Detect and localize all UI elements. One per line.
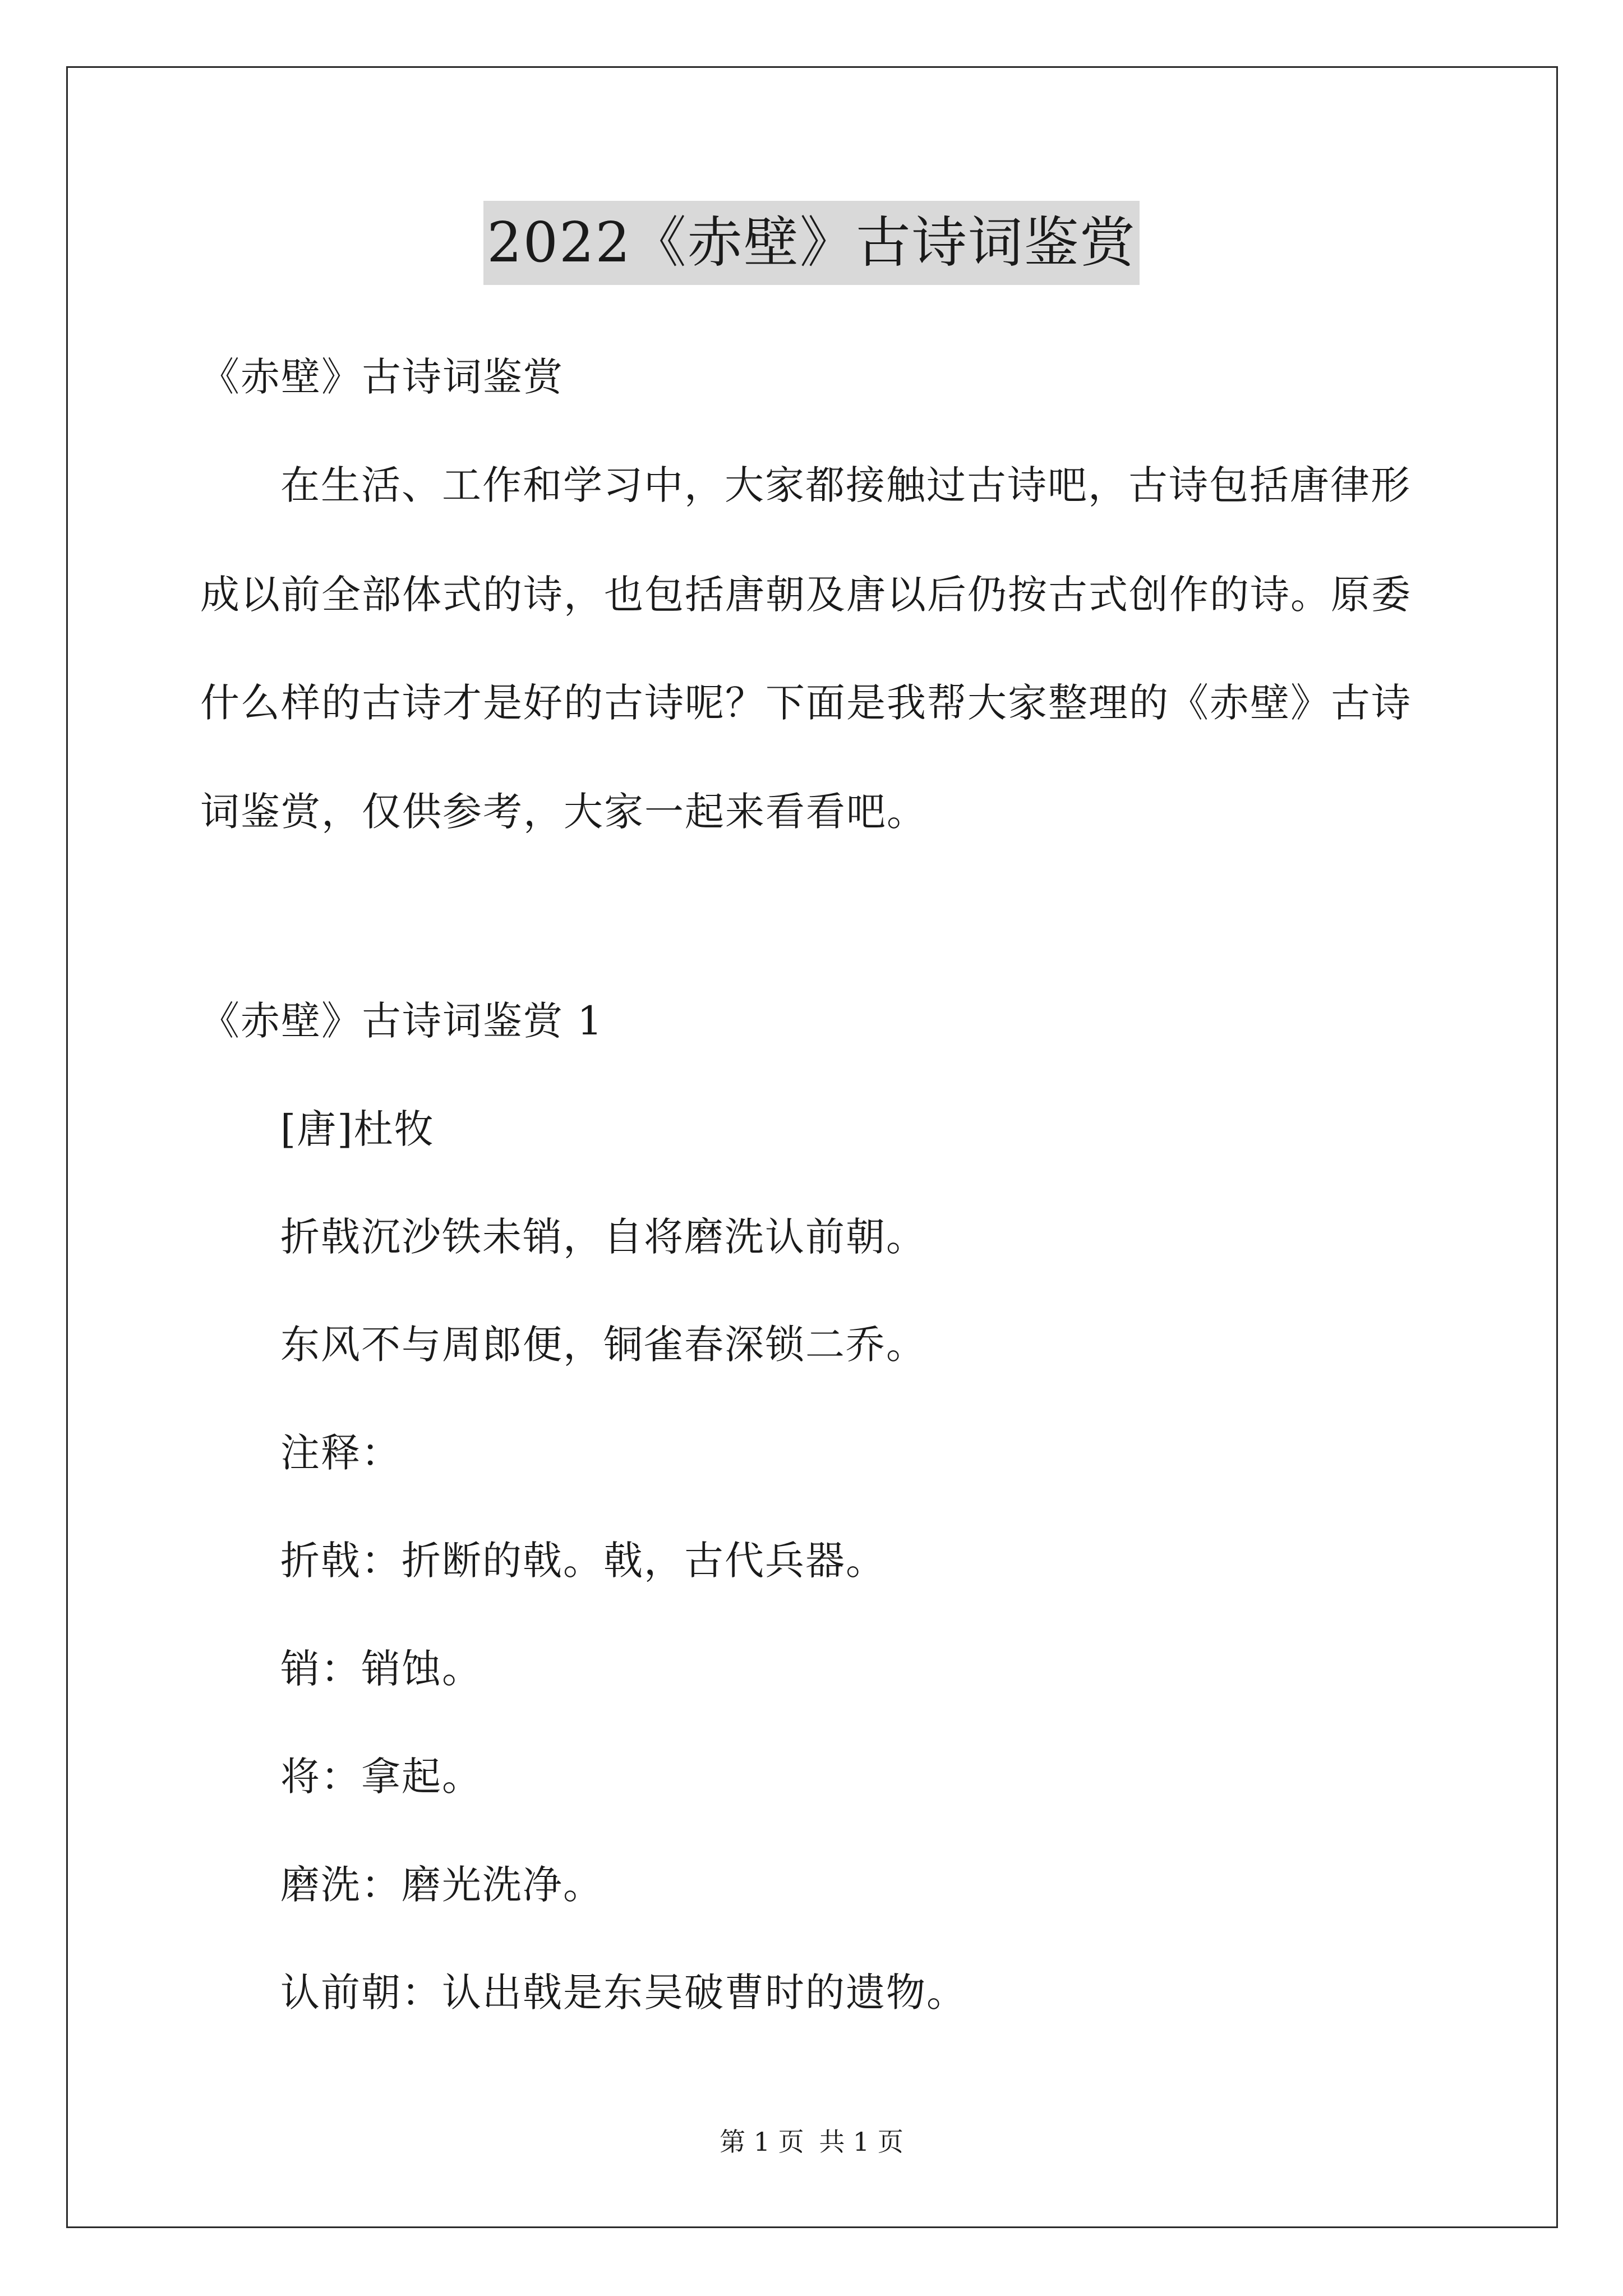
intro-line-2: 成以前全部体式的诗，也包括唐朝及唐以后仍按古式创作的诗。原委 <box>200 572 1412 618</box>
intro-line-4: 词鉴赏，仅供参考，大家一起来看看吧。 <box>200 789 927 835</box>
page-total: 共 1 页 <box>819 2127 903 2157</box>
note-item-1: 折戟：折断的戟。戟，古代兵器。 <box>280 1538 886 1584</box>
poem-line-1: 折戟沉沙铁未销，自将磨洗认前朝。 <box>280 1214 926 1260</box>
poem-author: [唐]杜牧 <box>280 1106 435 1152</box>
intro-line-3: 什么样的古诗才是好的古诗呢？下面是我帮大家整理的《赤壁》古诗 <box>200 680 1412 726</box>
note-item-4: 磨洗：磨光洗净。 <box>280 1862 603 1908</box>
note-item-2: 销：销蚀。 <box>280 1646 482 1692</box>
section-heading: 《赤壁》古诗词鉴赏 1 <box>200 998 603 1044</box>
page-footer <box>0 2125 1623 2159</box>
document-title: 2022《赤壁》古诗词鉴赏 <box>483 201 1139 285</box>
poem-line-2: 东风不与周郎便，铜雀春深锁二乔。 <box>280 1322 926 1368</box>
notes-heading: 注释： <box>280 1430 402 1476</box>
note-item-3: 将：拿起。 <box>280 1754 482 1800</box>
note-item-5: 认前朝：认出戟是东吴破曹时的遗物。 <box>280 1970 967 2016</box>
subtitle: 《赤壁》古诗词鉴赏 <box>200 354 564 400</box>
page-number: 第 1 页 <box>720 2127 804 2157</box>
intro-line-1: 在生活、工作和学习中，大家都接触过古诗吧，古诗包括唐律形 <box>280 462 1411 508</box>
title-container <box>0 201 1623 285</box>
